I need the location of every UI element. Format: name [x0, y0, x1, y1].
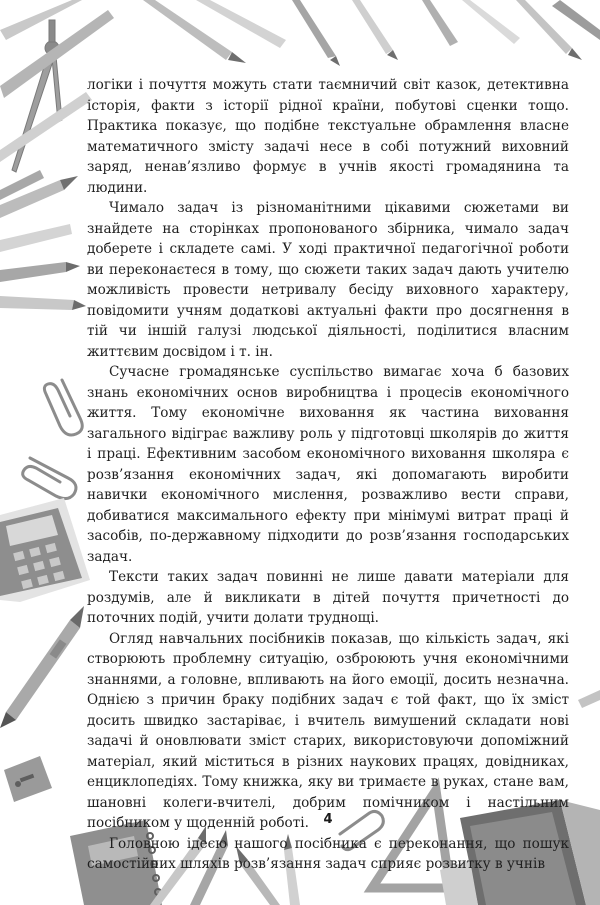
paragraph: Огляд навчальних посібників показав, що кількість задач, які створюють проблемну ситуацію, озброюють учня економічними знаннями, а головне, впливають на його емоції, досить незначна. Однією з причин браку подібних задач є той факт, що їх зміст досить швидко застаріває, і вчитель вимушений складати нові задачі й оновлювати зміст старих, використовуючи допоміжний матеріал, який міститься в різних наукових працях, довідниках, енциклопедіях. Тому книжка, яку ви тримаєте в руках, стане вам, шановні колеги-вчителі, добрим помічником і настільним посібником у щоденній роботі. — [87, 630, 569, 831]
paperclip-icon — [23, 380, 83, 499]
pencil-icon — [0, 176, 86, 310]
calculator-icon — [0, 498, 90, 602]
pencil-icon — [462, 0, 600, 60]
paragraph: Головною ідеєю нашого посібника є переконання, що пошук самостійних шляхів розв’язання задач сприяє розвитку в учнів — [87, 835, 569, 872]
pencil-icon — [143, 0, 458, 66]
compass-icon — [12, 20, 62, 172]
pencil-icon — [578, 690, 600, 708]
pencil-sharpener-icon — [4, 756, 52, 802]
paragraph: Тексти таких задач повинні не лише давати матеріали для роздумів, але й викликати в дітей почуття причетності до поточних подій, учити долати труднощі. — [87, 569, 569, 626]
paragraph: Чимало задач із різноманітними цікавими сюжетами ви знайдете на сторінках пропонованого збірника, чимало задач доберете і складете самі. У ході практичної педагогічної роботи ви переконаєтеся в тому, що сюжети таких задач дають учителю можливість провести нетривалу бесіду виховного характеру, повідомити учням додаткові актуальні факти про досягнення в тій чи іншій галузі людської діяльності, поділитися власним життєвим досвідом і т. ін. — [87, 200, 569, 360]
paragraph: Сучасне громадянське суспільство вимагає хоча б базових знань економічних основ виробництва і процесів економічного життя. Тому економічне виховання як частина виховання загального відіграє важливу роль у підготовці школярів до життя і праці. Ефективним засобом економічного виховання школяра є розв’язання економічних задач, які допомагають виробити навички економічного мислення, розважливо вести справи, добиватися максимального ефекту при мінімумі витрат праці й засобів, по-державному підходити до розв’язання господарських задач. — [87, 364, 569, 565]
page-number: 4 — [323, 812, 333, 827]
body-text — [87, 75, 569, 875]
pen-icon — [0, 606, 84, 728]
paragraph: логіки і почуття можуть стати таємничий світ казок, детективна історія, факти з історії рідної країни, побутові сценки тощо. Практика показує, що подібне текстуальне обрамлення власне математичного змісту задачі несе в собі потужний виховний заряд, ненав’язливо формує в учнів якості громадянина та людини. — [87, 77, 569, 196]
